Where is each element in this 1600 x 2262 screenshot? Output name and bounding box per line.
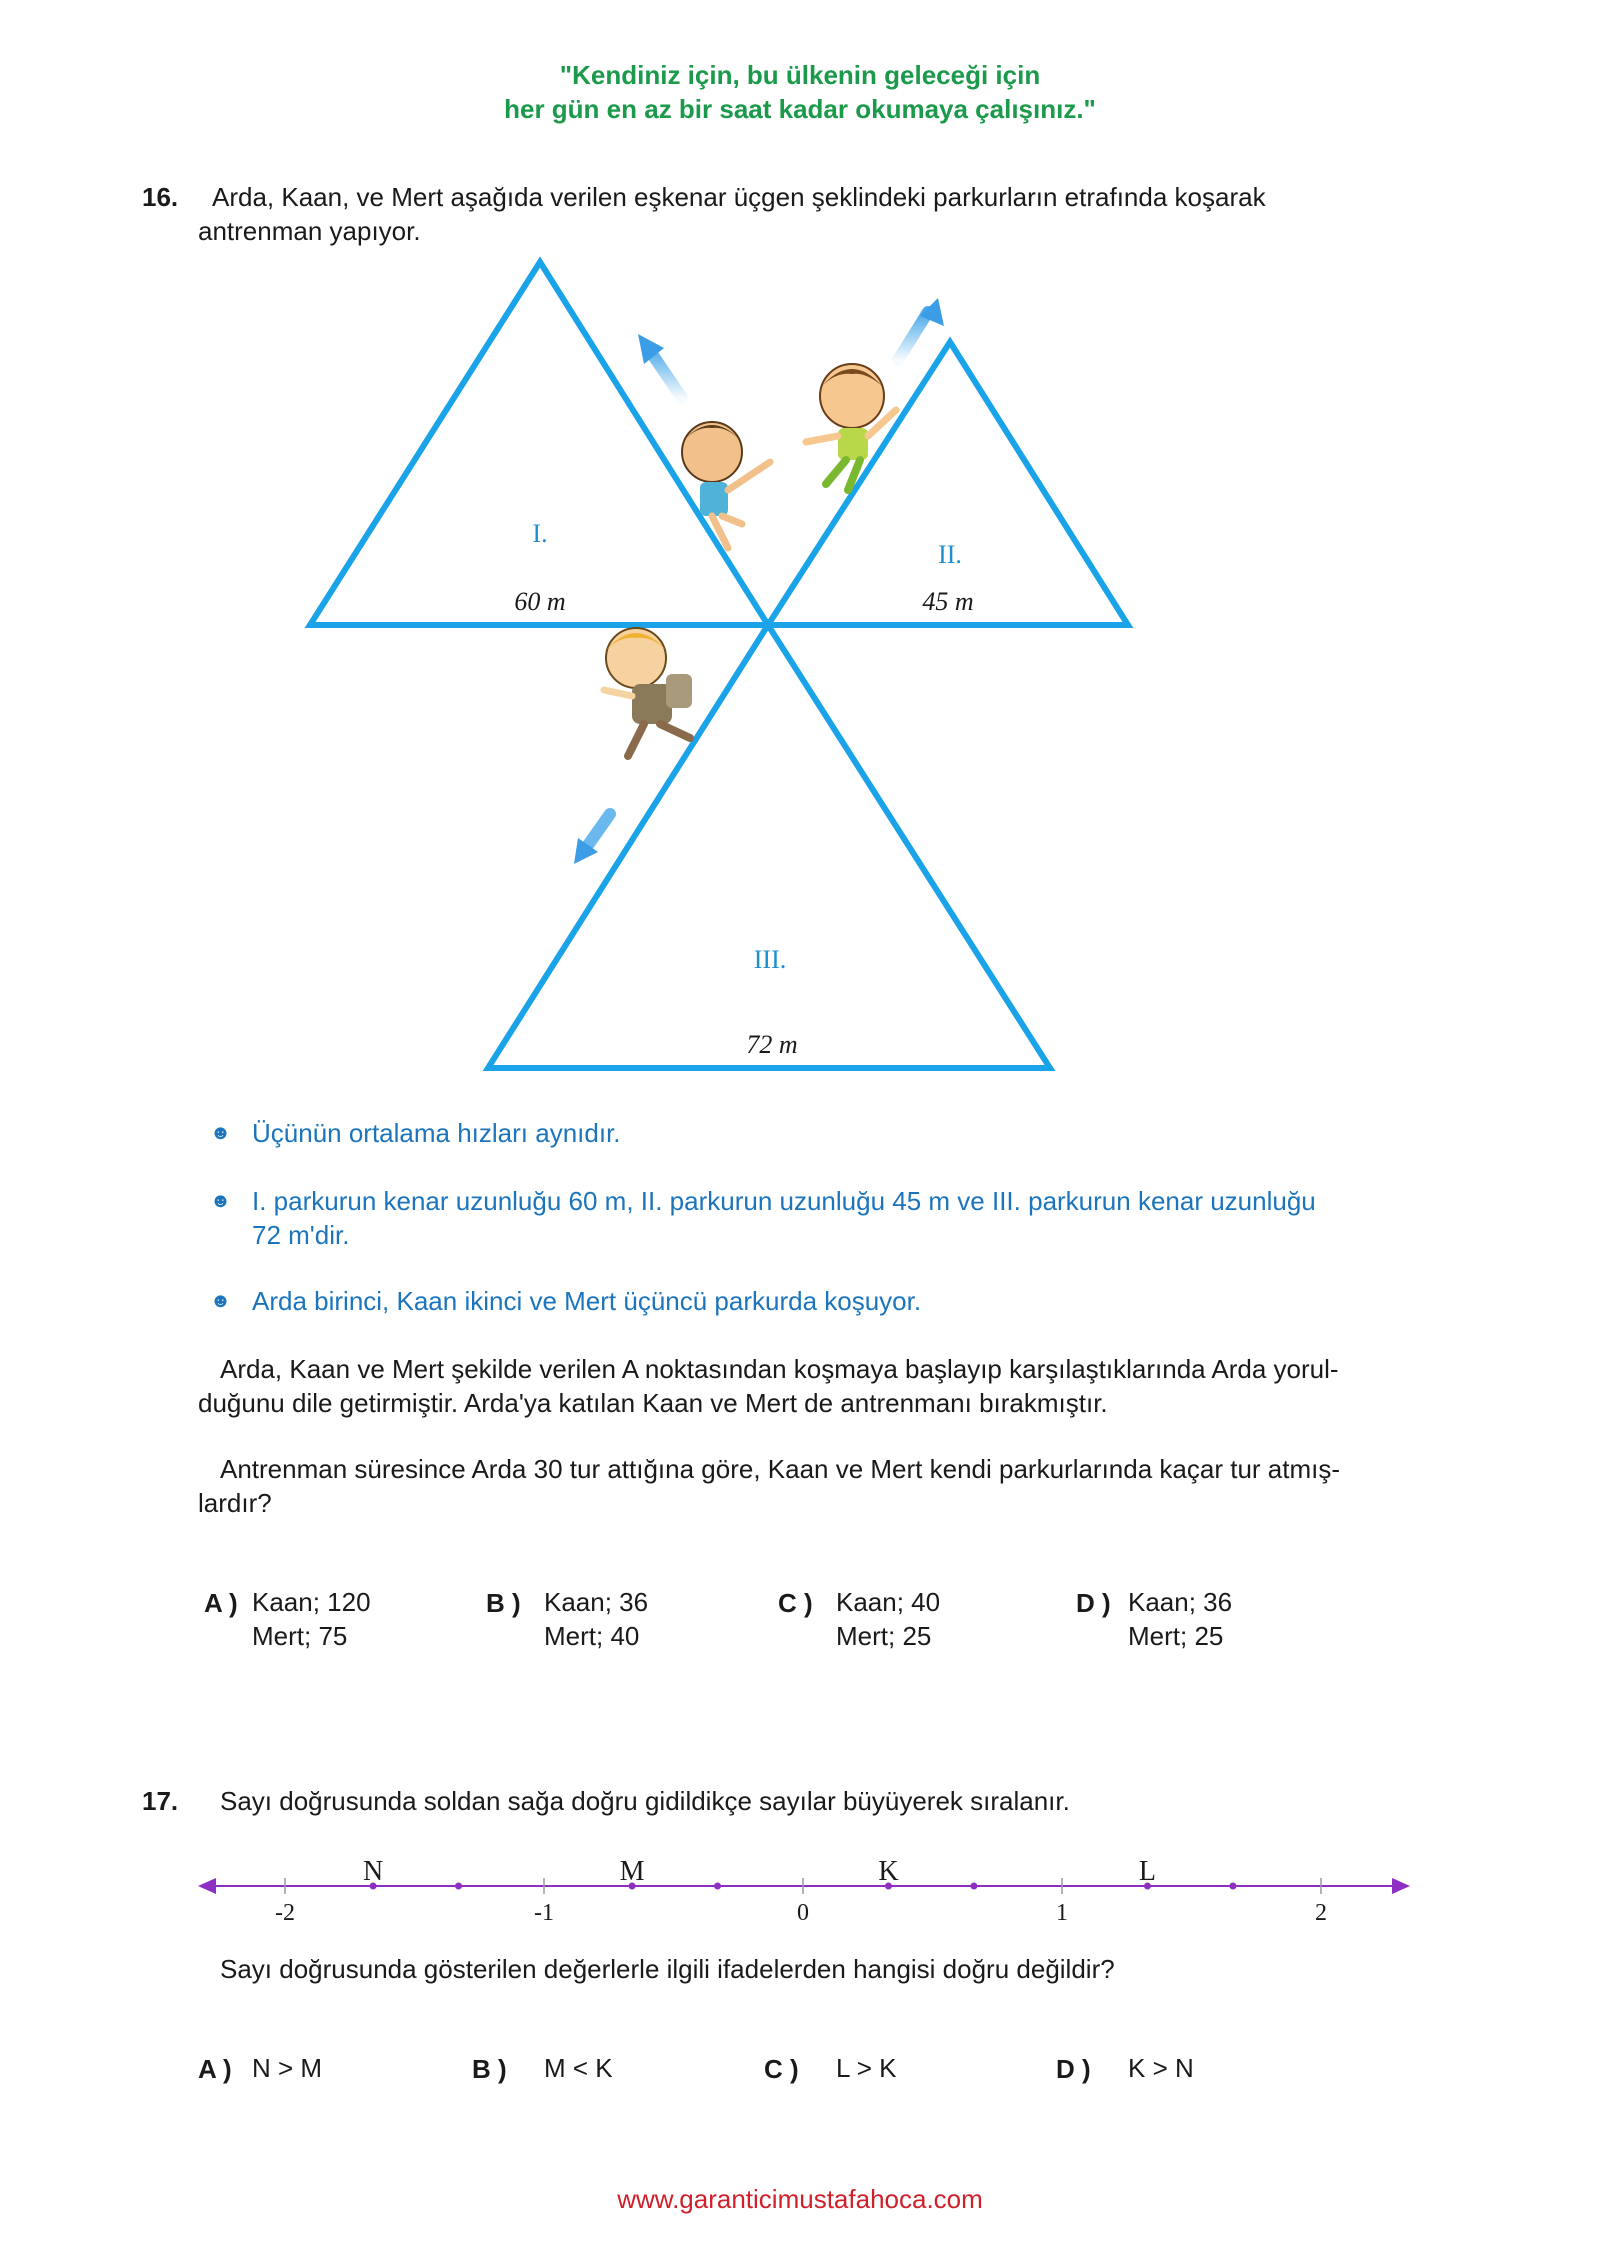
q16-bullet-2-line1: I. parkurun kenar uzunluğu 60 m, II. parkurun uzunluğu 45 m ve III. parkurun kenar uzunluğu bbox=[252, 1186, 1316, 1216]
number-line-tick-label: -2 bbox=[275, 1900, 295, 1926]
q16-bullet-3: Arda birinci, Kaan ikinci ve Mert üçüncü parkurda koşuyor. bbox=[252, 1286, 922, 1316]
direction-arrow-down-left-icon bbox=[574, 814, 610, 864]
q16-paragraph-2-line2: lardır? bbox=[198, 1488, 272, 1518]
number-line-dot bbox=[714, 1883, 721, 1890]
question-17-prompt: Sayı doğrusunda gösterilen değerlerle ilgili ifadelerden hangisi doğru değildir? bbox=[220, 1954, 1115, 1984]
number-line-point-label-l: L bbox=[1138, 1856, 1157, 1887]
header-quote-line1: "Kendiniz için, bu ülkenin geleceği için bbox=[559, 60, 1041, 90]
triangle-2-side-length: 45 m bbox=[922, 587, 974, 616]
number-line bbox=[0, 1840, 1600, 1930]
number-line-tick-label: 1 bbox=[1056, 1900, 1068, 1926]
direction-arrow-up-right-icon bbox=[898, 298, 944, 360]
q16-option-a-letter[interactable]: A ) bbox=[204, 1588, 238, 1618]
number-line-tick-label: -1 bbox=[534, 1900, 554, 1926]
q16-option-a-line1[interactable]: Kaan; 120 bbox=[252, 1587, 371, 1617]
q16-option-d-line1[interactable]: Kaan; 36 bbox=[1128, 1587, 1233, 1617]
running-kid-mert-illustration bbox=[604, 628, 692, 756]
q17-option-a-letter[interactable]: A ) bbox=[198, 2054, 232, 2084]
direction-arrow-up-left-icon bbox=[638, 334, 682, 398]
question-16-intro-line1: Arda, Kaan, ve Mert aşağıda verilen eşkenar üçgen şeklindeki parkurların etrafında koşarak bbox=[212, 182, 1266, 212]
q17-option-c-text[interactable]: L > K bbox=[836, 2053, 897, 2083]
number-line-point-label-m: M bbox=[619, 1856, 645, 1887]
triangle-3-side-length: 72 m bbox=[746, 1030, 798, 1059]
question-17-intro: Sayı doğrusunda soldan sağa doğru gidildikçe sayılar büyüyerek sıralanır. bbox=[220, 1786, 1070, 1816]
q16-bullet-2-line2: 72 m'dir. bbox=[252, 1220, 350, 1250]
q16-option-c-letter[interactable]: C ) bbox=[778, 1588, 813, 1618]
q17-option-b-letter[interactable]: B ) bbox=[472, 2054, 507, 2084]
triangle-2-label: II. bbox=[938, 540, 962, 569]
header-quote-line2: her gün en az bir saat kadar okumaya çalışınız." bbox=[504, 94, 1096, 124]
q16-option-b-line2[interactable]: Mert; 40 bbox=[544, 1621, 640, 1651]
triangle-3-label: III. bbox=[753, 945, 787, 974]
running-kid-arda-illustration bbox=[682, 422, 770, 548]
q17-option-a-text[interactable]: N > M bbox=[252, 2053, 323, 2083]
question-16-number: 16. bbox=[142, 182, 179, 212]
q16-option-d-letter[interactable]: D ) bbox=[1076, 1588, 1111, 1618]
q16-paragraph-1-line1: Arda, Kaan ve Mert şekilde verilen A noktasından koşmaya başlayıp karşılaştıklarında Arda yorul- bbox=[220, 1354, 1339, 1384]
number-line-right-arrow-icon bbox=[1392, 1878, 1410, 1894]
number-line-tick-label: 0 bbox=[797, 1900, 809, 1926]
triangle-1-label: I. bbox=[532, 519, 548, 548]
question-17-number: 17. bbox=[142, 1786, 179, 1816]
q16-option-a-line2[interactable]: Mert; 75 bbox=[252, 1621, 348, 1651]
bullet-smiley-icon: ☻ bbox=[210, 1290, 232, 1312]
q17-option-d-text[interactable]: K > N bbox=[1128, 2053, 1194, 2083]
q17-option-c-letter[interactable]: C ) bbox=[764, 2054, 799, 2084]
bullet-smiley-icon: ☻ bbox=[210, 1122, 232, 1144]
q16-option-b-letter[interactable]: B ) bbox=[486, 1588, 521, 1618]
q16-option-b-line1[interactable]: Kaan; 36 bbox=[544, 1587, 649, 1617]
question-16-intro-line2: antrenman yapıyor. bbox=[198, 216, 421, 246]
number-line-point-label-k: K bbox=[878, 1856, 899, 1887]
number-line-dot bbox=[970, 1883, 977, 1890]
q17-option-d-letter[interactable]: D ) bbox=[1056, 2054, 1091, 2084]
number-line-dot bbox=[455, 1883, 462, 1890]
q17-option-b-text[interactable]: M < K bbox=[544, 2053, 613, 2083]
triangle-tracks-figure bbox=[0, 0, 1600, 1100]
triangle-1-side-length: 60 m bbox=[514, 587, 566, 616]
footer-website-link[interactable]: www.garanticimustafahoca.com bbox=[617, 2184, 983, 2214]
number-line-point-label-n: N bbox=[362, 1856, 384, 1887]
q16-paragraph-2-line1: Antrenman süresince Arda 30 tur attığına göre, Kaan ve Mert kendi parkurlarında kaçar tur atmış- bbox=[220, 1454, 1341, 1484]
track-triangle-3 bbox=[488, 625, 1050, 1068]
q16-option-d-line2[interactable]: Mert; 25 bbox=[1128, 1621, 1224, 1651]
bullet-smiley-icon: ☻ bbox=[210, 1190, 232, 1212]
number-line-tick-label: 2 bbox=[1315, 1900, 1327, 1926]
q16-option-c-line1[interactable]: Kaan; 40 bbox=[836, 1587, 941, 1617]
running-kid-kaan-illustration bbox=[806, 364, 896, 490]
q16-bullet-1: Üçünün ortalama hızları aynıdır. bbox=[252, 1118, 621, 1148]
number-line-left-arrow-icon bbox=[198, 1878, 216, 1894]
q16-paragraph-1-line2: duğunu dile getirmiştir. Arda'ya katılan Kaan ve Mert de antrenmanı bırakmıştır. bbox=[198, 1388, 1108, 1418]
number-line-dot bbox=[1229, 1883, 1236, 1890]
q16-option-c-line2[interactable]: Mert; 25 bbox=[836, 1621, 932, 1651]
